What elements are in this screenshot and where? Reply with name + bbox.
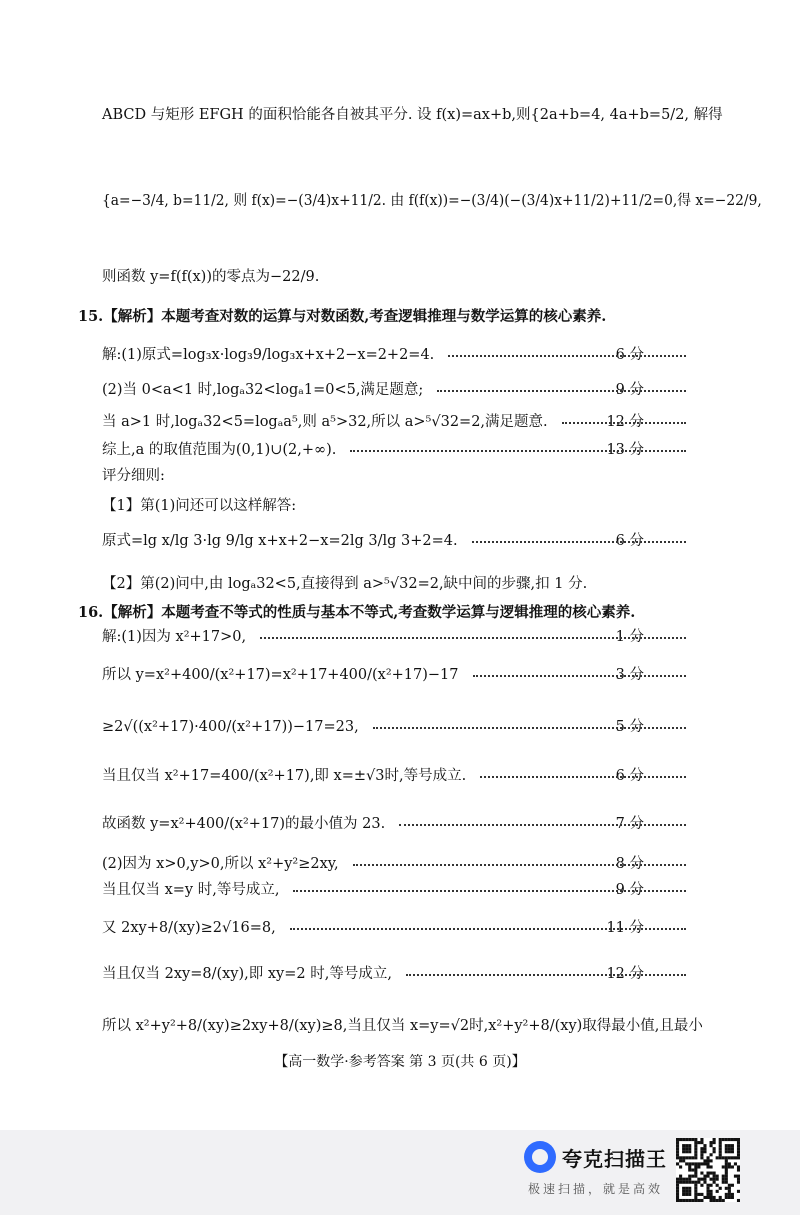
qr-module bbox=[685, 1147, 688, 1150]
section-heading-16: 16.【解析】本题考查不等式的性质与基本不等式,考查数学运算与逻辑推理的核心素养. bbox=[78, 604, 636, 621]
qr-module bbox=[694, 1144, 697, 1147]
qr-module bbox=[725, 1187, 728, 1190]
qr-module bbox=[719, 1141, 722, 1144]
qr-module bbox=[700, 1193, 703, 1196]
qr-module bbox=[694, 1168, 697, 1171]
score-label: 11 分 bbox=[606, 920, 644, 936]
doc-line: 则函数 y=f(f(x))的零点为−22/9. bbox=[102, 269, 320, 285]
qr-module bbox=[725, 1175, 728, 1178]
qr-module bbox=[688, 1193, 691, 1196]
qr-module bbox=[697, 1181, 700, 1184]
qr-module bbox=[719, 1187, 722, 1190]
qr-module bbox=[694, 1175, 697, 1178]
qr-module bbox=[682, 1150, 685, 1153]
qr-module bbox=[713, 1150, 716, 1153]
qr-code-icon bbox=[676, 1138, 740, 1202]
qr-module bbox=[725, 1150, 728, 1153]
qr-module bbox=[694, 1138, 697, 1141]
qr-module bbox=[694, 1181, 697, 1184]
qr-module bbox=[694, 1196, 697, 1199]
qr-module bbox=[719, 1199, 722, 1202]
qr-module bbox=[688, 1187, 691, 1190]
qr-module bbox=[725, 1159, 728, 1162]
doc-line: 原式=lg x/lg 3·lg 9/lg x+x+2−x=2lg 3/lg 3+2=4. 6 分 bbox=[102, 528, 722, 554]
dotted-leader bbox=[480, 776, 686, 778]
qr-module bbox=[676, 1138, 679, 1141]
qr-module bbox=[737, 1190, 740, 1193]
qr-module bbox=[713, 1141, 716, 1144]
qr-module bbox=[703, 1150, 706, 1153]
qr-module bbox=[722, 1181, 725, 1184]
qr-module bbox=[706, 1156, 709, 1159]
qr-module bbox=[734, 1156, 737, 1159]
qr-module bbox=[694, 1150, 697, 1153]
score-label: 3 分 bbox=[615, 667, 644, 683]
qr-module bbox=[706, 1184, 709, 1187]
qr-module bbox=[697, 1162, 700, 1165]
qr-module bbox=[713, 1138, 716, 1141]
qr-module bbox=[728, 1196, 731, 1199]
qr-module bbox=[694, 1156, 697, 1159]
qr-module bbox=[725, 1172, 728, 1175]
qr-module bbox=[722, 1175, 725, 1178]
qr-module bbox=[737, 1147, 740, 1150]
qr-module bbox=[710, 1193, 713, 1196]
qr-module bbox=[719, 1144, 722, 1147]
score-label: 9 分 bbox=[615, 382, 644, 398]
qr-module bbox=[694, 1153, 697, 1156]
qr-module bbox=[694, 1147, 697, 1150]
qr-module bbox=[688, 1168, 691, 1171]
qr-module bbox=[731, 1165, 734, 1168]
qr-module bbox=[694, 1165, 697, 1168]
qr-module bbox=[725, 1168, 728, 1171]
qr-module bbox=[685, 1138, 688, 1141]
qr-module bbox=[682, 1178, 685, 1181]
qr-module bbox=[737, 1144, 740, 1147]
qr-module bbox=[725, 1162, 728, 1165]
qr-module bbox=[688, 1178, 691, 1181]
score-label: 1 分 bbox=[615, 629, 644, 645]
qr-module bbox=[722, 1178, 725, 1181]
doc-line: 所以 x²+y²+8/(xy)≥2xy+8/(xy)≥8,当且仅当 x=y=√2时,x²+y²+8/(xy)取得最小值,且最小 bbox=[102, 1018, 703, 1034]
qr-module bbox=[685, 1181, 688, 1184]
qr-module bbox=[710, 1165, 713, 1168]
qr-module bbox=[682, 1156, 685, 1159]
qr-module bbox=[710, 1172, 713, 1175]
qr-module bbox=[722, 1138, 725, 1141]
qr-module bbox=[700, 1199, 703, 1202]
qr-module bbox=[703, 1159, 706, 1162]
qr-module bbox=[716, 1184, 719, 1187]
doc-line: 当且仅当 2xy=8/(xy),即 xy=2 时,等号成立, 12 分 bbox=[102, 961, 722, 987]
dotted-leader bbox=[293, 890, 686, 892]
qr-module bbox=[706, 1187, 709, 1190]
doc-line: (2)因为 x>0,y>0,所以 x²+y²≥2xy, 8 分 bbox=[102, 851, 722, 877]
qr-module bbox=[700, 1184, 703, 1187]
score-label: 9 分 bbox=[615, 882, 644, 898]
qr-module bbox=[700, 1162, 703, 1165]
doc-line: 【1】第(1)问还可以这样解答: bbox=[102, 498, 297, 514]
qr-module bbox=[685, 1150, 688, 1153]
qr-module bbox=[716, 1199, 719, 1202]
qr-module bbox=[679, 1165, 682, 1168]
doc-line: 当且仅当 x²+17=400/(x²+17),即 x=±√3时,等号成立. 6 分 bbox=[102, 763, 722, 789]
qr-module bbox=[688, 1162, 691, 1165]
qr-module bbox=[691, 1199, 694, 1202]
qr-module bbox=[676, 1162, 679, 1165]
qr-module bbox=[688, 1144, 691, 1147]
qr-module bbox=[694, 1187, 697, 1190]
qr-module bbox=[700, 1138, 703, 1141]
qr-module bbox=[700, 1156, 703, 1159]
qr-module bbox=[691, 1138, 694, 1141]
qr-module bbox=[713, 1172, 716, 1175]
qr-module bbox=[676, 1156, 679, 1159]
qr-module bbox=[713, 1196, 716, 1199]
doc-line: ABCD 与矩形 EFGH 的面积恰能各自被其平分. 设 f(x)=ax+b,则{2a+b=4, 4a+b=5/2, 解得 bbox=[102, 107, 723, 123]
qr-module bbox=[700, 1150, 703, 1153]
qr-module bbox=[722, 1156, 725, 1159]
doc-line: 故函数 y=x²+400/(x²+17)的最小值为 23. 7 分 bbox=[102, 811, 722, 837]
qr-module bbox=[710, 1184, 713, 1187]
qr-module bbox=[734, 1138, 737, 1141]
qr-module bbox=[706, 1162, 709, 1165]
qr-module bbox=[676, 1153, 679, 1156]
doc-line: 当且仅当 x=y 时,等号成立, 9 分 bbox=[102, 877, 722, 903]
qr-module bbox=[728, 1187, 731, 1190]
qr-module bbox=[725, 1144, 728, 1147]
dotted-leader bbox=[437, 390, 686, 392]
qr-module bbox=[688, 1190, 691, 1193]
qr-module bbox=[694, 1141, 697, 1144]
score-label: 7 分 bbox=[615, 816, 644, 832]
dotted-leader bbox=[350, 450, 686, 452]
qr-module bbox=[676, 1196, 679, 1199]
qr-module bbox=[719, 1150, 722, 1153]
qr-module bbox=[676, 1178, 679, 1181]
qr-module bbox=[713, 1199, 716, 1202]
qr-module bbox=[679, 1199, 682, 1202]
qr-module bbox=[722, 1165, 725, 1168]
qr-module bbox=[694, 1190, 697, 1193]
qr-module bbox=[688, 1138, 691, 1141]
qr-module bbox=[700, 1178, 703, 1181]
qr-module bbox=[719, 1196, 722, 1199]
qr-module bbox=[728, 1184, 731, 1187]
qr-module bbox=[694, 1193, 697, 1196]
qr-module bbox=[703, 1181, 706, 1184]
qr-module bbox=[706, 1193, 709, 1196]
qr-module bbox=[697, 1178, 700, 1181]
qr-module bbox=[694, 1172, 697, 1175]
qr-module bbox=[685, 1144, 688, 1147]
qr-module bbox=[688, 1150, 691, 1153]
doc-line: 又 2xy+8/(xy)≥2√16=8, 11 分 bbox=[102, 915, 722, 941]
qr-module bbox=[713, 1147, 716, 1150]
qr-module bbox=[700, 1147, 703, 1150]
qr-module bbox=[685, 1156, 688, 1159]
score-label: 12 分 bbox=[606, 966, 644, 982]
qr-module bbox=[713, 1175, 716, 1178]
qr-module bbox=[682, 1190, 685, 1193]
qr-module bbox=[716, 1178, 719, 1181]
qr-module bbox=[703, 1144, 706, 1147]
qr-module bbox=[725, 1156, 728, 1159]
qr-module bbox=[737, 1138, 740, 1141]
qr-module bbox=[710, 1199, 713, 1202]
qr-module bbox=[719, 1156, 722, 1159]
qr-module bbox=[691, 1168, 694, 1171]
qr-module bbox=[694, 1162, 697, 1165]
qr-module bbox=[682, 1144, 685, 1147]
qr-module bbox=[725, 1147, 728, 1150]
qr-module bbox=[706, 1196, 709, 1199]
qr-module bbox=[682, 1193, 685, 1196]
score-label: 8 分 bbox=[615, 856, 644, 872]
qr-module bbox=[691, 1156, 694, 1159]
qr-module bbox=[719, 1147, 722, 1150]
qr-module bbox=[725, 1165, 728, 1168]
qr-module bbox=[731, 1147, 734, 1150]
doc-line: 解:(1)因为 x²+17>0, 1 分 bbox=[102, 624, 722, 650]
qr-module bbox=[688, 1156, 691, 1159]
qr-module bbox=[697, 1141, 700, 1144]
qr-module bbox=[676, 1144, 679, 1147]
qr-module bbox=[682, 1199, 685, 1202]
qr-module bbox=[734, 1175, 737, 1178]
quark-logo-icon bbox=[524, 1141, 556, 1173]
qr-module bbox=[716, 1156, 719, 1159]
qr-module bbox=[728, 1193, 731, 1196]
qr-module bbox=[728, 1138, 731, 1141]
qr-module bbox=[685, 1187, 688, 1190]
section-heading-15: 15.【解析】本题考查对数的运算与对数函数,考查逻辑推理与数学运算的核心素养. bbox=[78, 308, 607, 325]
qr-module bbox=[691, 1175, 694, 1178]
qr-module bbox=[679, 1178, 682, 1181]
qr-module bbox=[703, 1196, 706, 1199]
qr-module bbox=[737, 1141, 740, 1144]
doc-line: 【2】第(2)问中,由 logₐ32<5,直接得到 a>⁵√32=2,缺中间的步骤,扣 1 分. bbox=[102, 576, 588, 592]
qr-module bbox=[679, 1181, 682, 1184]
score-label: 6 分 bbox=[615, 533, 644, 549]
score-label: 5 分 bbox=[615, 719, 644, 735]
qr-module bbox=[706, 1172, 709, 1175]
qr-module bbox=[697, 1193, 700, 1196]
qr-module bbox=[685, 1199, 688, 1202]
qr-module bbox=[716, 1175, 719, 1178]
qr-module bbox=[737, 1199, 740, 1202]
qr-module bbox=[719, 1138, 722, 1141]
qr-module bbox=[688, 1147, 691, 1150]
brand-slogan: 极速扫描，就是高效 bbox=[528, 1182, 664, 1196]
qr-module bbox=[737, 1181, 740, 1184]
qr-module bbox=[710, 1190, 713, 1193]
qr-module bbox=[703, 1147, 706, 1150]
dotted-leader bbox=[399, 824, 686, 826]
score-label: 6 分 bbox=[615, 347, 644, 363]
qr-module bbox=[703, 1178, 706, 1181]
qr-module bbox=[728, 1147, 731, 1150]
qr-module bbox=[685, 1162, 688, 1165]
qr-module bbox=[725, 1193, 728, 1196]
qr-module bbox=[706, 1165, 709, 1168]
qr-module bbox=[731, 1138, 734, 1141]
dotted-leader bbox=[353, 864, 686, 866]
doc-line: 所以 y=x²+400/(x²+17)=x²+17+400/(x²+17)−17 3 分 bbox=[102, 662, 722, 688]
qr-module bbox=[737, 1165, 740, 1168]
qr-module bbox=[682, 1187, 685, 1190]
qr-module bbox=[694, 1184, 697, 1187]
brand-name: 夸克扫描王 bbox=[562, 1147, 667, 1171]
qr-module bbox=[731, 1144, 734, 1147]
qr-module bbox=[703, 1175, 706, 1178]
dotted-leader bbox=[472, 541, 686, 543]
qr-module bbox=[710, 1196, 713, 1199]
qr-module bbox=[700, 1172, 703, 1175]
qr-module bbox=[688, 1199, 691, 1202]
dotted-leader bbox=[448, 355, 686, 357]
qr-module bbox=[685, 1178, 688, 1181]
doc-line: 解:(1)原式=log₃x·log₃9/log₃x+x+2−x=2+2=4. 6 分 bbox=[102, 342, 722, 368]
qr-module bbox=[700, 1153, 703, 1156]
qr-module bbox=[728, 1162, 731, 1165]
score-label: 6 分 bbox=[615, 768, 644, 784]
qr-module bbox=[685, 1193, 688, 1196]
qr-module bbox=[719, 1153, 722, 1156]
qr-module bbox=[679, 1159, 682, 1162]
qr-module bbox=[679, 1156, 682, 1159]
qr-module bbox=[688, 1175, 691, 1178]
qr-module bbox=[737, 1153, 740, 1156]
qr-module bbox=[682, 1147, 685, 1150]
dotted-leader bbox=[290, 928, 686, 930]
qr-module bbox=[728, 1150, 731, 1153]
qr-module bbox=[710, 1159, 713, 1162]
qr-module bbox=[737, 1150, 740, 1153]
qr-module bbox=[728, 1156, 731, 1159]
doc-line: 当 a>1 时,logₐ32<5=logₐa⁵,则 a⁵>32,所以 a>⁵√32=2,满足题意. 12 分 bbox=[102, 409, 722, 435]
dotted-leader bbox=[562, 422, 686, 424]
dotted-leader bbox=[260, 637, 686, 639]
doc-line: ≥2√((x²+17)·400/(x²+17))−17=23, 5 分 bbox=[102, 714, 722, 740]
qr-module bbox=[728, 1165, 731, 1168]
qr-module bbox=[676, 1181, 679, 1184]
qr-module bbox=[734, 1162, 737, 1165]
qr-module bbox=[694, 1199, 697, 1202]
qr-module bbox=[682, 1159, 685, 1162]
score-label: 12 分 bbox=[606, 414, 644, 430]
qr-module bbox=[725, 1181, 728, 1184]
qr-module bbox=[700, 1141, 703, 1144]
qr-module bbox=[685, 1190, 688, 1193]
dotted-leader bbox=[406, 974, 686, 976]
qr-module bbox=[676, 1147, 679, 1150]
qr-module bbox=[731, 1156, 734, 1159]
qr-module bbox=[713, 1181, 716, 1184]
qr-module bbox=[722, 1199, 725, 1202]
qr-module bbox=[737, 1168, 740, 1171]
qr-module bbox=[691, 1181, 694, 1184]
qr-module bbox=[710, 1144, 713, 1147]
qr-module bbox=[713, 1178, 716, 1181]
qr-module bbox=[728, 1144, 731, 1147]
qr-module bbox=[697, 1199, 700, 1202]
qr-module bbox=[710, 1153, 713, 1156]
qr-module bbox=[706, 1190, 709, 1193]
qr-module bbox=[731, 1196, 734, 1199]
qr-module bbox=[688, 1165, 691, 1168]
qr-module bbox=[676, 1187, 679, 1190]
qr-module bbox=[710, 1141, 713, 1144]
qr-module bbox=[706, 1159, 709, 1162]
qr-module bbox=[679, 1175, 682, 1178]
qr-module bbox=[737, 1178, 740, 1181]
doc-line: {a=−3/4, b=11/2, 则 f(x)=−(3/4)x+11/2. 由 f(f(x))=−(3/4)(−(3/4)x+11/2)+11/2=0,得 x=−22/9, bbox=[102, 193, 762, 209]
qr-module bbox=[676, 1141, 679, 1144]
qr-module bbox=[731, 1193, 734, 1196]
qr-module bbox=[682, 1138, 685, 1141]
qr-module bbox=[676, 1190, 679, 1193]
qr-module bbox=[676, 1150, 679, 1153]
qr-module bbox=[703, 1162, 706, 1165]
qr-module bbox=[710, 1178, 713, 1181]
qr-module bbox=[737, 1156, 740, 1159]
score-label: 13 分 bbox=[606, 442, 644, 458]
qr-module bbox=[725, 1196, 728, 1199]
qr-module bbox=[737, 1175, 740, 1178]
qr-module bbox=[731, 1184, 734, 1187]
qr-module bbox=[697, 1165, 700, 1168]
qr-module bbox=[676, 1184, 679, 1187]
page-footer: 【高一数学·参考答案 第 3 页(共 6 页)】 bbox=[274, 1054, 526, 1070]
dotted-leader bbox=[373, 727, 686, 729]
doc-line: 综上,a 的取值范围为(0,1)∪(2,+∞). 13 分 bbox=[102, 437, 722, 463]
doc-line: (2)当 0<a<1 时,logₐ32<logₐ1=0<5,满足题意; 9 分 bbox=[102, 377, 722, 403]
qr-module bbox=[725, 1178, 728, 1181]
qr-module bbox=[679, 1138, 682, 1141]
qr-module bbox=[731, 1150, 734, 1153]
qr-module bbox=[691, 1162, 694, 1165]
qr-module bbox=[676, 1193, 679, 1196]
qr-module bbox=[716, 1190, 719, 1193]
qr-module bbox=[706, 1175, 709, 1178]
qr-module bbox=[676, 1199, 679, 1202]
qr-module bbox=[688, 1181, 691, 1184]
qr-module bbox=[682, 1181, 685, 1184]
doc-line: 评分细则: bbox=[102, 468, 165, 484]
qr-module bbox=[728, 1190, 731, 1193]
dotted-leader bbox=[473, 675, 686, 677]
qr-module bbox=[725, 1138, 728, 1141]
